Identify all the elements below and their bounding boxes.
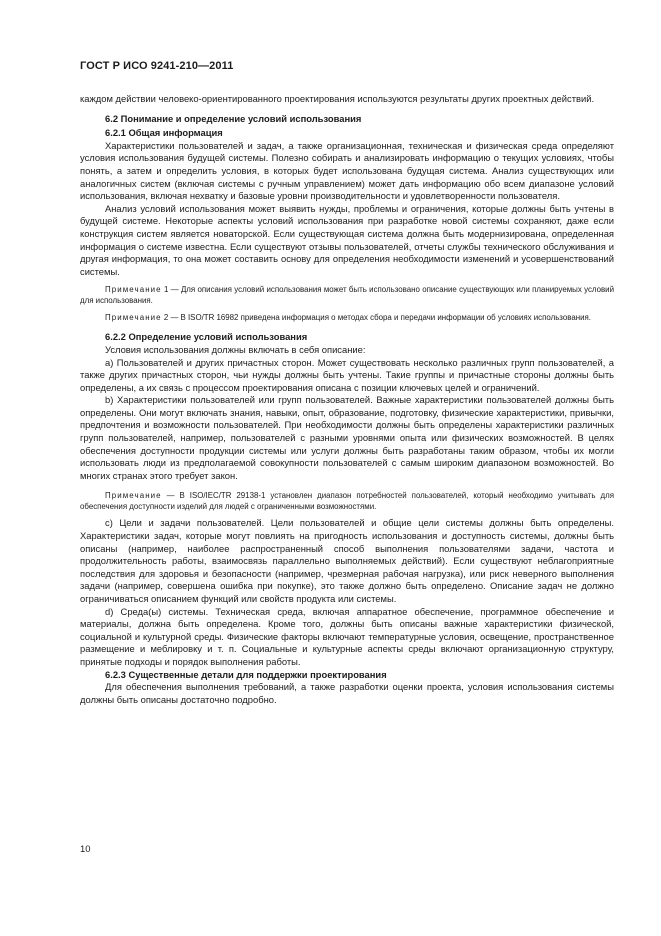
document-page	[80, 60, 614, 706]
section-6-2-2-title: 6.2.2 Определение условий использования	[105, 331, 308, 343]
note-label: Примечание	[105, 491, 162, 501]
section-6-2-3-title: 6.2.3 Существенные детали для поддержки проектирования	[105, 668, 387, 680]
note-text: 1 — Для описания условий использования может быть использовано описание существующих или планируемых условий для использования.	[80, 285, 614, 306]
list-item-a: a) Пользователей и других причастных сторон. Может существовать несколько различных групп пользователей, а также других причастных сторон, чьи нужды должны быть учтены. Такие группы и причастные стороны должны быть определены, а их связь с процессом проектирования описана с позиции ключевых целей и ограничений.	[80, 356, 614, 393]
note-2	[80, 312, 614, 323]
paragraph: Характеристики пользователей и задач, а также организационная, техническая и физическая среда определяют условия использования будущей системы. Полезно собирать и анализировать информацию о текущих условиях, чтобы понять, а затем и определить условия, в которых будет использована будущая система. Анализ существующих или аналогичных систем (включая системы с ручным управлением) может дать информацию обо всем диапазоне условий использования, включая нехватку и базовые уровни производительности и удовлетворенности пользователя.	[80, 139, 614, 202]
note-label: Примечание	[105, 313, 162, 323]
note-text: 2 — В ISO/TR 16982 приведена информация о методах сбора и передачи информации об условиях использования.	[161, 313, 591, 323]
paragraph: Для обеспечения выполнения требований, а также разработки оценки проекта, условия использования системы должны быть описаны достаточно подробно.	[80, 681, 614, 705]
note-text: — В ISO/IEC/TR 29138-1 установлен диапазон потребностей пользователей, который необходимо учитывать для обеспечения доступности изделий для людей с ограниченными возможностями.	[80, 491, 614, 512]
note-1	[80, 284, 614, 306]
list-item-b: b) Характеристики пользователей или групп пользователей. Важные характеристики пользователей должны быть определены. Они могут включать знания, навыки, опыт, образование, подготовку, физические характеристики, привычки, предпочтения и возможности пользователей. При необходимости должны быть определены характеристики различных групп пользователей, например, пользователей с разными уровнями опыта или физических возможностей. В целях обеспечения доступности продукции системы или услуги должны быть разработаны таким образом, чтобы их могли использовать люди из предполагаемой совокупности пользователей с самым широким диапазоном возможностей. Во многих странах этого требует закон.	[80, 394, 614, 481]
list-item-d: d) Среда(ы) системы. Техническая среда, включая аппаратное обеспечение, программное обеспечение и материалы, должна быть определена. Кроме того, должны быть описаны важные характеристики физической, социальной и культурной среды. Физические факторы включают температурные условия, освещение, пространственное размещение и меблировку и т. п. Социальные и культурные аспекты среды включают организационную структуру, принятые подходы и порядок выполнения работы.	[80, 605, 614, 667]
section-6-2-1-title: 6.2.1 Общая информация	[105, 127, 223, 139]
section-6-2-title: 6.2 Понимание и определение условий использования	[105, 112, 362, 124]
intro-paragraph: каждом действии человеко-ориентированного проектирования используются результаты других проектных действий.	[80, 93, 595, 104]
paragraph: Условия использования должны включать в себя описание:	[105, 343, 366, 355]
paragraph: Анализ условий использования может выявить нужды, проблемы и ограничения, которые должны быть учтены в будущей системе. Некоторые аспекты условий использования при разработке новой системы сохраняют, даже если конструкция систем является новаторской. Если существующая система должна быть модернизирована, определенная информация о системе известна. Если существуют отзывы пользователей, отчеты службы технического обслуживания и другая информация, то она может составить основу для определения необходимости изменений и усовершенствований системы.	[80, 202, 614, 277]
list-item-c: c) Цели и задачи пользователей. Цели пользователей и общие цели системы должны быть определены. Характеристики задач, которые могут повлиять на пригодность использования и доступность системы, должны быть описаны (например, наиболее распространенный способ выполнения пользователями задачи, частота и продолжительность работы, взаимосвязь параллельно выполняемых действий). Если существуют неблагоприятные последствия для здоровья и безопасности (например, чрезмерная рабочая нагрузка), или риск неверного выполнения задачи (например, совершена ошибка при покупке), это также должно быть определено. Описание задач не должно ограничиваться описанием функций или свойств продукта или системы.	[80, 517, 614, 604]
note-label: Примечание	[105, 285, 162, 295]
document-header: ГОСТ Р ИСО 9241-210—2011	[80, 60, 234, 72]
page-number: 10	[80, 843, 91, 854]
note-3	[80, 490, 614, 512]
